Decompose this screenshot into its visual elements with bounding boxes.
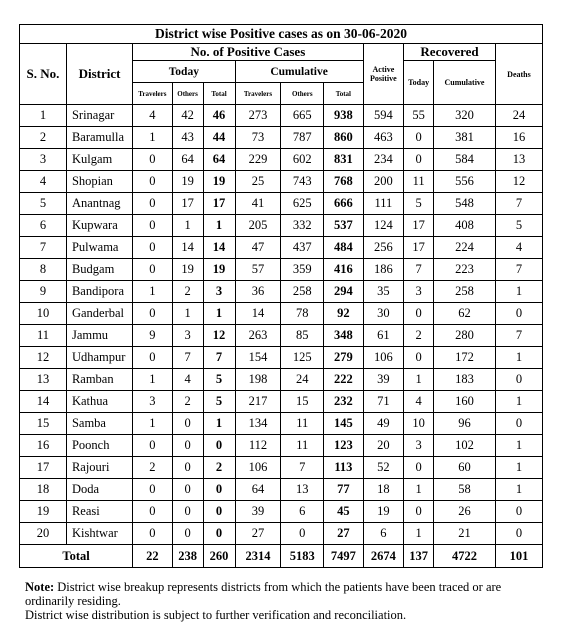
today-total-cell: 5 <box>203 391 235 413</box>
sno-cell: 15 <box>20 413 67 435</box>
cumulative-travelers-header: Travelers <box>235 83 281 105</box>
cumulative-others-cell: 6 <box>281 501 324 523</box>
today-total-cell: 14 <box>203 237 235 259</box>
cumulative-total-cell: 416 <box>324 259 363 281</box>
recovered-cumulative-cell: 280 <box>434 325 496 347</box>
cumulative-total-cell: 232 <box>324 391 363 413</box>
table-row <box>20 193 543 215</box>
deaths-cell: 1 <box>495 457 542 479</box>
today-travelers-cell: 2 <box>133 457 172 479</box>
today-total-cell: 0 <box>203 479 235 501</box>
deaths-cell: 4 <box>495 237 542 259</box>
today-travelers-cell: 0 <box>133 193 172 215</box>
recovered-cumulative-cell: 381 <box>434 127 496 149</box>
deaths-cell: 1 <box>495 281 542 303</box>
recovered-today-cell: 1 <box>404 369 434 391</box>
cumulative-travelers-cell: 39 <box>235 501 281 523</box>
sno-cell: 11 <box>20 325 67 347</box>
today-travelers-cell: 0 <box>133 479 172 501</box>
table-row <box>20 215 543 237</box>
active-positive-header: Active Positive <box>363 44 404 105</box>
today-total-cell: 1 <box>203 413 235 435</box>
table-row <box>20 105 543 127</box>
cumulative-total-cell: 92 <box>324 303 363 325</box>
cumulative-total-cell: 484 <box>324 237 363 259</box>
cumulative-travelers-cell: 106 <box>235 457 281 479</box>
recovered-cumulative-cell: 223 <box>434 259 496 281</box>
deaths-cell: 0 <box>495 523 542 545</box>
district-cell: Kupwara <box>66 215 132 237</box>
deaths-cell: 0 <box>495 501 542 523</box>
today-total-cell: 46 <box>203 105 235 127</box>
recovered-cumulative-cell: 408 <box>434 215 496 237</box>
recovered-cumulative-cell: 258 <box>434 281 496 303</box>
today-others-cell: 0 <box>172 435 203 457</box>
district-cell: Poonch <box>66 435 132 457</box>
table-row <box>20 501 543 523</box>
cumulative-others-cell: 332 <box>281 215 324 237</box>
cumulative-travelers-cell: 27 <box>235 523 281 545</box>
cumulative-travelers-cell: 41 <box>235 193 281 215</box>
sno-cell: 2 <box>20 127 67 149</box>
recovered-today-cell: 4 <box>404 391 434 413</box>
note-line-2: District wise distribution is subject to further verification and reconciliation. <box>25 608 407 622</box>
today-travelers-cell: 0 <box>133 171 172 193</box>
total-deaths: 101 <box>495 545 542 568</box>
today-travelers-cell: 0 <box>133 347 172 369</box>
sno-cell: 16 <box>20 435 67 457</box>
deaths-cell: 12 <box>495 171 542 193</box>
active-positive-cell: 49 <box>363 413 404 435</box>
today-total-header: Total <box>203 83 235 105</box>
active-positive-cell: 256 <box>363 237 404 259</box>
cumulative-total-cell: 222 <box>324 369 363 391</box>
today-others-cell: 19 <box>172 259 203 281</box>
deaths-cell: 1 <box>495 391 542 413</box>
today-total-cell: 7 <box>203 347 235 369</box>
today-others-cell: 0 <box>172 457 203 479</box>
total-today-others: 238 <box>172 545 203 568</box>
today-total-cell: 19 <box>203 171 235 193</box>
note-text-1: District wise breakup represents districts from which the patients have been traced or are ordinarily residing. <box>25 580 502 608</box>
today-travelers-cell: 1 <box>133 127 172 149</box>
today-total-cell: 64 <box>203 149 235 171</box>
totals-row <box>20 545 543 568</box>
cumulative-travelers-cell: 57 <box>235 259 281 281</box>
today-travelers-cell: 0 <box>133 523 172 545</box>
today-total-cell: 3 <box>203 281 235 303</box>
district-cell: Doda <box>66 479 132 501</box>
recovered-today-cell: 3 <box>404 281 434 303</box>
deaths-cell: 7 <box>495 325 542 347</box>
recovered-cumulative-cell: 62 <box>434 303 496 325</box>
today-total-cell: 2 <box>203 457 235 479</box>
active-positive-cell: 106 <box>363 347 404 369</box>
cumulative-others-cell: 85 <box>281 325 324 347</box>
active-positive-cell: 20 <box>363 435 404 457</box>
recovered-cumulative-cell: 183 <box>434 369 496 391</box>
today-others-cell: 2 <box>172 281 203 303</box>
today-others-cell: 19 <box>172 171 203 193</box>
active-positive-cell: 234 <box>363 149 404 171</box>
deaths-cell: 0 <box>495 303 542 325</box>
sno-cell: 20 <box>20 523 67 545</box>
table-row <box>20 171 543 193</box>
table-row <box>20 325 543 347</box>
totals-label: Total <box>20 545 133 568</box>
active-positive-cell: 19 <box>363 501 404 523</box>
recovered-cumulative-cell: 96 <box>434 413 496 435</box>
district-cell: Pulwama <box>66 237 132 259</box>
today-others-cell: 14 <box>172 237 203 259</box>
today-total-cell: 1 <box>203 215 235 237</box>
district-cell: Kulgam <box>66 149 132 171</box>
cumulative-total-cell: 294 <box>324 281 363 303</box>
sno-cell: 18 <box>20 479 67 501</box>
note-label: Note: <box>25 580 55 594</box>
today-others-cell: 42 <box>172 105 203 127</box>
recovered-cumulative-cell: 60 <box>434 457 496 479</box>
active-positive-cell: 200 <box>363 171 404 193</box>
cumulative-travelers-cell: 154 <box>235 347 281 369</box>
deaths-cell: 7 <box>495 193 542 215</box>
table-row <box>20 391 543 413</box>
recovered-today-cell: 3 <box>404 435 434 457</box>
cumulative-total-cell: 113 <box>324 457 363 479</box>
cumulative-travelers-cell: 229 <box>235 149 281 171</box>
cumulative-travelers-cell: 25 <box>235 171 281 193</box>
cumulative-others-cell: 258 <box>281 281 324 303</box>
active-positive-cell: 124 <box>363 215 404 237</box>
total-active-positive: 2674 <box>363 545 404 568</box>
today-others-header: Others <box>172 83 203 105</box>
district-cell: Reasi <box>66 501 132 523</box>
district-cell: Kathua <box>66 391 132 413</box>
recovered-today-cell: 1 <box>404 479 434 501</box>
recovered-cumulative-cell: 58 <box>434 479 496 501</box>
district-cell: Ramban <box>66 369 132 391</box>
today-header: Today <box>133 61 235 83</box>
table-row <box>20 281 543 303</box>
today-travelers-cell: 1 <box>133 413 172 435</box>
district-cell: Baramulla <box>66 127 132 149</box>
district-cell: Samba <box>66 413 132 435</box>
district-cell: Bandipora <box>66 281 132 303</box>
cumulative-travelers-cell: 134 <box>235 413 281 435</box>
today-total-cell: 12 <box>203 325 235 347</box>
cumulative-total-cell: 27 <box>324 523 363 545</box>
district-cell: Rajouri <box>66 457 132 479</box>
district-cell: Kishtwar <box>66 523 132 545</box>
cumulative-total-cell: 279 <box>324 347 363 369</box>
sno-cell: 10 <box>20 303 67 325</box>
today-others-cell: 0 <box>172 413 203 435</box>
table-body <box>20 105 543 545</box>
cumulative-travelers-cell: 205 <box>235 215 281 237</box>
district-cases-table <box>19 24 543 568</box>
cumulative-others-cell: 743 <box>281 171 324 193</box>
cumulative-others-cell: 24 <box>281 369 324 391</box>
district-cell: Shopian <box>66 171 132 193</box>
recovered-today-cell: 55 <box>404 105 434 127</box>
today-travelers-cell: 0 <box>133 303 172 325</box>
today-total-cell: 0 <box>203 501 235 523</box>
active-positive-cell: 52 <box>363 457 404 479</box>
cumulative-travelers-cell: 73 <box>235 127 281 149</box>
sno-cell: 17 <box>20 457 67 479</box>
recovered-today-cell: 0 <box>404 347 434 369</box>
sno-cell: 3 <box>20 149 67 171</box>
cumulative-others-cell: 15 <box>281 391 324 413</box>
today-travelers-cell: 4 <box>133 105 172 127</box>
today-others-cell: 2 <box>172 391 203 413</box>
cumulative-total-cell: 123 <box>324 435 363 457</box>
sno-cell: 9 <box>20 281 67 303</box>
cumulative-others-cell: 125 <box>281 347 324 369</box>
deaths-cell: 7 <box>495 259 542 281</box>
cumulative-others-cell: 13 <box>281 479 324 501</box>
today-others-cell: 17 <box>172 193 203 215</box>
district-cell: Srinagar <box>66 105 132 127</box>
deaths-cell: 0 <box>495 413 542 435</box>
district-cell: Jammu <box>66 325 132 347</box>
today-others-cell: 0 <box>172 523 203 545</box>
cumulative-others-cell: 0 <box>281 523 324 545</box>
recovered-cumulative-cell: 556 <box>434 171 496 193</box>
deaths-cell: 1 <box>495 347 542 369</box>
table-row <box>20 303 543 325</box>
table-row <box>20 435 543 457</box>
total-cumulative-total: 7497 <box>324 545 363 568</box>
recovered-today-cell: 1 <box>404 523 434 545</box>
district-cell: Ganderbal <box>66 303 132 325</box>
total-today-travelers: 22 <box>133 545 172 568</box>
today-travelers-cell: 0 <box>133 259 172 281</box>
today-others-cell: 43 <box>172 127 203 149</box>
cumulative-total-cell: 145 <box>324 413 363 435</box>
sno-cell: 14 <box>20 391 67 413</box>
today-others-cell: 1 <box>172 303 203 325</box>
sno-cell: 12 <box>20 347 67 369</box>
sno-cell: 6 <box>20 215 67 237</box>
recovered-header: Recovered <box>404 44 496 61</box>
sno-cell: 5 <box>20 193 67 215</box>
cumulative-others-header: Others <box>281 83 324 105</box>
cumulative-total-cell: 45 <box>324 501 363 523</box>
sno-cell: 8 <box>20 259 67 281</box>
today-others-cell: 64 <box>172 149 203 171</box>
today-others-cell: 0 <box>172 501 203 523</box>
today-travelers-header: Travelers <box>133 83 172 105</box>
total-today-total: 260 <box>203 545 235 568</box>
table-title: District wise Positive cases as on 30-06-2020 <box>20 25 543 44</box>
cumulative-travelers-cell: 14 <box>235 303 281 325</box>
today-total-cell: 17 <box>203 193 235 215</box>
total-cumulative-others: 5183 <box>281 545 324 568</box>
cumulative-others-cell: 359 <box>281 259 324 281</box>
deaths-cell: 16 <box>495 127 542 149</box>
cumulative-others-cell: 7 <box>281 457 324 479</box>
active-positive-cell: 30 <box>363 303 404 325</box>
cumulative-others-cell: 11 <box>281 435 324 457</box>
recovered-today-cell: 0 <box>404 303 434 325</box>
cumulative-travelers-cell: 263 <box>235 325 281 347</box>
table-row <box>20 479 543 501</box>
today-total-cell: 19 <box>203 259 235 281</box>
recovered-today-cell: 2 <box>404 325 434 347</box>
today-total-cell: 44 <box>203 127 235 149</box>
cumulative-others-cell: 625 <box>281 193 324 215</box>
recovered-today-cell: 17 <box>404 237 434 259</box>
district-header: District <box>66 44 132 105</box>
table-row <box>20 347 543 369</box>
cumulative-total-cell: 537 <box>324 215 363 237</box>
cumulative-others-cell: 437 <box>281 237 324 259</box>
sno-cell: 19 <box>20 501 67 523</box>
active-positive-cell: 463 <box>363 127 404 149</box>
note-line-1 <box>25 580 550 608</box>
recovered-today-cell: 7 <box>404 259 434 281</box>
today-travelers-cell: 0 <box>133 215 172 237</box>
recovered-cumulative-cell: 160 <box>434 391 496 413</box>
today-travelers-cell: 0 <box>133 435 172 457</box>
today-travelers-cell: 3 <box>133 391 172 413</box>
table-row <box>20 127 543 149</box>
cumulative-others-cell: 11 <box>281 413 324 435</box>
table-row <box>20 237 543 259</box>
recovered-cumulative-cell: 224 <box>434 237 496 259</box>
active-positive-cell: 18 <box>363 479 404 501</box>
recovered-cumulative-cell: 21 <box>434 523 496 545</box>
active-positive-cell: 6 <box>363 523 404 545</box>
table-row <box>20 149 543 171</box>
cumulative-total-cell: 938 <box>324 105 363 127</box>
cumulative-travelers-cell: 64 <box>235 479 281 501</box>
sno-cell: 7 <box>20 237 67 259</box>
deaths-cell: 1 <box>495 435 542 457</box>
today-travelers-cell: 1 <box>133 281 172 303</box>
cumulative-total-cell: 860 <box>324 127 363 149</box>
active-positive-cell: 61 <box>363 325 404 347</box>
deaths-cell: 1 <box>495 479 542 501</box>
recovered-today-cell: 11 <box>404 171 434 193</box>
table-row <box>20 457 543 479</box>
deaths-header: Deaths <box>495 44 542 105</box>
deaths-cell: 5 <box>495 215 542 237</box>
cumulative-travelers-cell: 36 <box>235 281 281 303</box>
cumulative-others-cell: 78 <box>281 303 324 325</box>
today-total-cell: 0 <box>203 435 235 457</box>
table-row <box>20 523 543 545</box>
today-others-cell: 0 <box>172 479 203 501</box>
sno-cell: 1 <box>20 105 67 127</box>
deaths-cell: 24 <box>495 105 542 127</box>
sno-header: S. No. <box>20 44 67 105</box>
sno-cell: 4 <box>20 171 67 193</box>
recovered-cumulative-cell: 320 <box>434 105 496 127</box>
today-total-cell: 0 <box>203 523 235 545</box>
cumulative-header: Cumulative <box>235 61 363 83</box>
recovered-today-cell: 5 <box>404 193 434 215</box>
recovered-cumulative-cell: 102 <box>434 435 496 457</box>
positive-cases-header: No. of Positive Cases <box>133 44 364 61</box>
cumulative-others-cell: 787 <box>281 127 324 149</box>
district-cell: Anantnag <box>66 193 132 215</box>
cumulative-travelers-cell: 47 <box>235 237 281 259</box>
today-total-cell: 1 <box>203 303 235 325</box>
cumulative-travelers-cell: 217 <box>235 391 281 413</box>
recovered-cumulative-cell: 26 <box>434 501 496 523</box>
today-travelers-cell: 0 <box>133 501 172 523</box>
active-positive-cell: 111 <box>363 193 404 215</box>
cumulative-total-header: Total <box>324 83 363 105</box>
active-positive-cell: 35 <box>363 281 404 303</box>
recovered-today-cell: 0 <box>404 149 434 171</box>
today-travelers-cell: 1 <box>133 369 172 391</box>
active-positive-cell: 186 <box>363 259 404 281</box>
cumulative-total-cell: 768 <box>324 171 363 193</box>
cumulative-others-cell: 602 <box>281 149 324 171</box>
deaths-cell: 13 <box>495 149 542 171</box>
table-row <box>20 369 543 391</box>
recovered-cumulative-cell: 548 <box>434 193 496 215</box>
cumulative-total-cell: 77 <box>324 479 363 501</box>
today-others-cell: 7 <box>172 347 203 369</box>
today-travelers-cell: 9 <box>133 325 172 347</box>
active-positive-cell: 594 <box>363 105 404 127</box>
today-travelers-cell: 0 <box>133 149 172 171</box>
today-others-cell: 1 <box>172 215 203 237</box>
cumulative-total-cell: 348 <box>324 325 363 347</box>
table-row <box>20 413 543 435</box>
district-cell: Budgam <box>66 259 132 281</box>
recovered-cumulative-cell: 172 <box>434 347 496 369</box>
today-others-cell: 4 <box>172 369 203 391</box>
cumulative-travelers-cell: 198 <box>235 369 281 391</box>
cumulative-total-cell: 831 <box>324 149 363 171</box>
recovered-cumulative-cell: 584 <box>434 149 496 171</box>
recovered-cumulative-header: Cumulative <box>434 61 496 105</box>
recovered-today-cell: 0 <box>404 501 434 523</box>
total-recovered-today: 137 <box>404 545 434 568</box>
active-positive-cell: 71 <box>363 391 404 413</box>
cumulative-total-cell: 666 <box>324 193 363 215</box>
district-cell: Udhampur <box>66 347 132 369</box>
table-row <box>20 259 543 281</box>
cumulative-travelers-cell: 112 <box>235 435 281 457</box>
cumulative-travelers-cell: 273 <box>235 105 281 127</box>
total-cumulative-travelers: 2314 <box>235 545 281 568</box>
today-travelers-cell: 0 <box>133 237 172 259</box>
deaths-cell: 0 <box>495 369 542 391</box>
recovered-today-cell: 0 <box>404 127 434 149</box>
cumulative-others-cell: 665 <box>281 105 324 127</box>
recovered-today-cell: 0 <box>404 457 434 479</box>
today-others-cell: 3 <box>172 325 203 347</box>
recovered-today-cell: 17 <box>404 215 434 237</box>
recovered-today-header: Today <box>404 61 434 105</box>
active-positive-cell: 39 <box>363 369 404 391</box>
total-recovered-cumulative: 4722 <box>434 545 496 568</box>
note <box>25 580 550 622</box>
recovered-today-cell: 10 <box>404 413 434 435</box>
sno-cell: 13 <box>20 369 67 391</box>
today-total-cell: 5 <box>203 369 235 391</box>
